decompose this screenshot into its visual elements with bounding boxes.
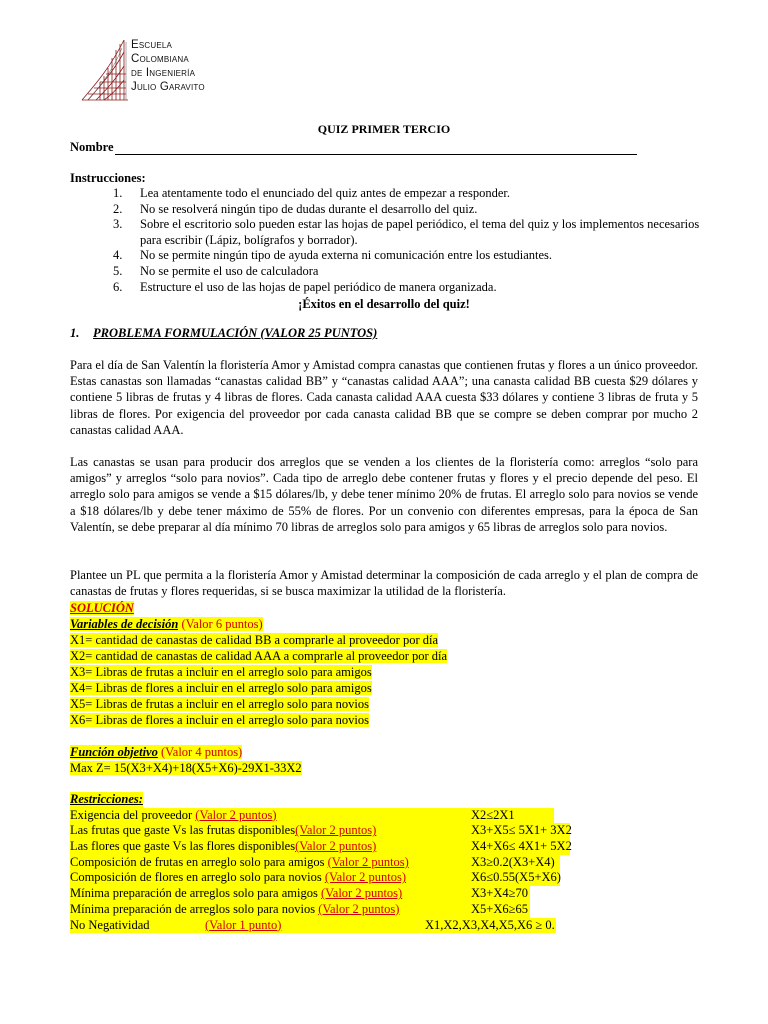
list-item: 4. No se permite ningún tipo de ayuda externa ni comunicación entre los estudiantes. xyxy=(113,248,553,263)
problem-paragraph: Plantee un PL que permita a la floristería Amor y Amistad determinar la composición de cada arreglo y el plan de compra de canastas de frutas y flores requeridas, si se busca maximizar la utilidad de la floristería. xyxy=(70,568,698,599)
restriction-row: Mínima preparación de arreglos solo para amigos (Valor 2 puntos) X3+X4≥70 xyxy=(70,886,530,902)
restriction-row: Composición de flores en arreglo solo para novios (Valor 2 puntos) X6≤0.55(X5+X6) xyxy=(70,870,561,885)
variable-item: X1= cantidad de canastas de calidad BB a comprarle al proveedor por día xyxy=(70,633,439,647)
list-item: 6. Estructure el uso de las hojas de papel periódico de manera organizada. xyxy=(113,279,497,294)
problem-paragraph: Para el día de San Valentín la floristería Amor y Amistad compra canastas que contienen frutas y flores a un único proveedor. Estas canastas son llamadas “canastas calidad BB” y “canastas calidad AAA”; una canasta calidad BB cuesta $29 dólares y contiene 5 libras de frutas y 4 libras de flores. Cada canasta calidad AAA cuesta $33 dólares y contiene 3 libras de fruta y 5 libras de flores. Por exigencia del proveedor por cada canasta calidad BB que se compre se deben comprar por mucho 2 canastas calidad AAA. xyxy=(70,358,698,437)
instructions-list xyxy=(113,186,703,295)
variables-heading: Variables de decisión xyxy=(70,617,179,631)
list-item: 2. No se resolverá ningún tipo de dudas durante el desarrollo del quiz. xyxy=(113,201,478,216)
solution-label: SOLUCIÓN xyxy=(70,601,134,615)
variables-points: (Valor 6 puntos) xyxy=(181,617,263,631)
logo-line: Julio Garavito xyxy=(131,81,205,93)
problem-heading xyxy=(70,326,377,341)
restrictions-section xyxy=(70,792,570,933)
variable-item: X5= Libras de frutas a incluir en el arreglo solo para novios xyxy=(70,697,369,711)
restrictions-heading: Restricciones: xyxy=(70,792,143,806)
quiz-title: QUIZ PRIMER TERCIO xyxy=(317,122,451,136)
list-item: 1. Lea atentamente todo el enunciado del quiz antes de empezar a responder. xyxy=(113,186,510,200)
restriction-row: Exigencia del proveedor (Valor 2 puntos) X2≤2X1 xyxy=(70,808,554,824)
problem-paragraph: Las canastas se usan para producir dos arreglos que se venden a los clientes de la floristería como: arreglos “solo para amigos” y arreglos “solo para novios”. Cada tipo de arreglo debe contener frutas y flores y el precio depende del peso. El arreglo solo para amigos se vende a $15 dólares/lb, y debe tener mínimo 20% de frutas. El arreglo solo para novios se vende a $18 dólares/lb y debe tener máximo de 55% de flores. Por un convenio con diferentes empresas, para la época de San Valentín, se debe preparar al día mínimo 70 libras de arreglos solo para amigos y 65 libras de arreglos solo para novios. xyxy=(70,455,698,534)
variable-item: X4= Libras de flores a incluir en el arreglo solo para amigos xyxy=(70,681,372,695)
variable-item: X2= cantidad de canastas de calidad AAA a comprarle al proveedor por día xyxy=(70,649,448,663)
restriction-row: Composición de frutas en arreglo solo para amigos (Valor 2 puntos) X3≥0.2(X3+X4) xyxy=(70,855,560,871)
logo-wordmark xyxy=(131,38,205,94)
objective-function: Max Z= 15(X3+X4)+18(X5+X6)-29X1-33X2 xyxy=(70,761,302,775)
instructions-heading: Instrucciones: xyxy=(70,171,146,185)
name-underline xyxy=(115,143,637,155)
list-item: 5. No se permite el uso de calculadora xyxy=(113,263,319,278)
variable-item: X3= Libras de frutas a incluir en el arreglo solo para amigos xyxy=(70,665,372,679)
logo-line: Escuela xyxy=(131,39,173,51)
restriction-row: Mínima preparación de arreglos solo para novios (Valor 2 puntos) X5+X6≥65 xyxy=(70,902,530,918)
objective-heading: Función objetivo xyxy=(70,745,158,759)
problem-number: 1. xyxy=(70,326,80,340)
variable-item: X6= Libras de flores a incluir en el arreglo solo para novios xyxy=(70,713,369,727)
objective-section xyxy=(70,744,302,776)
solution-section xyxy=(70,600,447,728)
name-label: Nombre xyxy=(70,140,114,154)
school-logo xyxy=(80,38,220,102)
problem-title: PROBLEMA FORMULACIÓN (VALOR 25 PUNTOS) xyxy=(93,326,378,340)
nonnegativity-row: No Negatividad (Valor 1 punto) X1,X2,X3,X4,X5,X6 ≥ 0. xyxy=(70,917,555,932)
restriction-row: Las frutas que gaste Vs las frutas disponibles(Valor 2 puntos) X3+X5≤ 5X1+ 3X2 xyxy=(70,823,572,838)
list-item: 3. Sobre el escritorio solo pueden estar las hojas de papel periódico, el tema del quiz y los implementos necesarios para escribir (Lápiz, bolígrafos y borrador). xyxy=(113,217,700,247)
name-field[interactable] xyxy=(70,140,637,155)
restriction-row: Las flores que gaste Vs las flores disponibles(Valor 2 puntos) X4+X6≤ 4X1+ 5X2 xyxy=(70,839,572,854)
logo-line: de Ingeniería xyxy=(131,67,196,79)
closing-message: ¡Éxitos en el desarrollo del quiz! xyxy=(298,297,470,311)
logo-emblem-icon xyxy=(80,38,130,102)
objective-points: (Valor 4 puntos) xyxy=(160,745,243,759)
logo-line: Colombiana xyxy=(131,53,189,65)
